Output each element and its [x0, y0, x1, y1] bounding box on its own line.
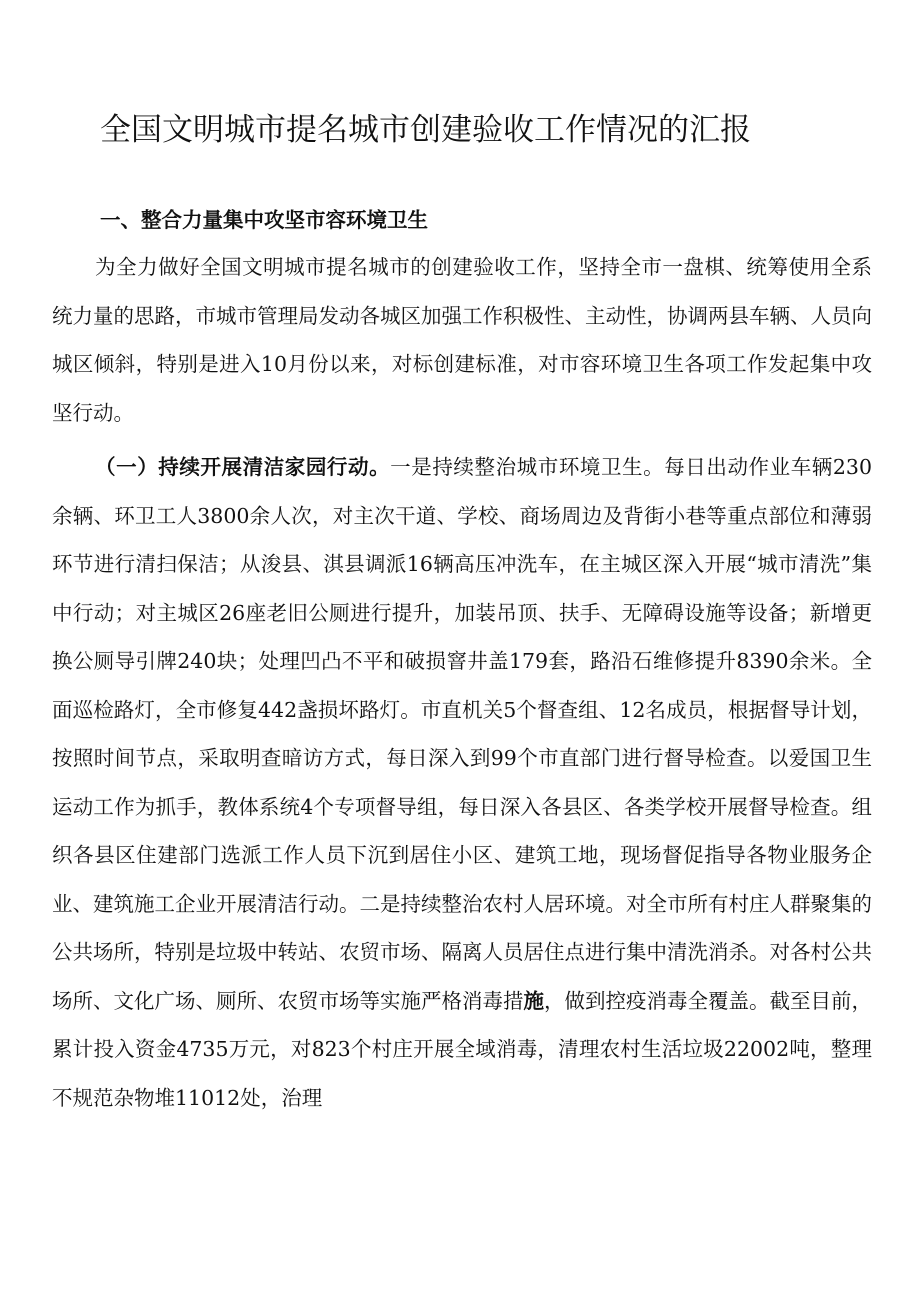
bold-character: 施	[523, 988, 544, 1013]
body-paragraph-cleaning-action	[52, 443, 872, 1122]
document-title: 全国文明城市提名城市创建验收工作情况的汇报	[100, 112, 751, 148]
paragraph-text: 一是持续整治城市环境卫生。每日出动作业车辆230余辆、环卫工人3800余人次，对主次干道、学校、商场周边及背街小巷等重点部位和薄弱环节进行清扫保洁；从浚县、淇县调派16辆高压冲洗车，在主城区深入开展“城市清洗”集中行动；对主城区26座老旧公厕进行提升，加装吊顶、扶手、无障碍设施等设备；新增更换公厕导引牌240块；处理凹凸不平和破损窨井盖179套，路沿石维修提升8390余米。全面巡检路灯，全市修复442盏损坏路灯。市直机关5个督查组、12名成员，根据督导计划，按照时间节点，采取明查暗访方式，每日深入到99个市直部门进行督导检查。以爱国卫生运动工作为抓手，教体系统4个专项督导组，每日深入各县区、各类学校开展督导检查。组织各县区住建部门选派工作人员下沉到居住小区、建筑工地，现场督促指导各物业服务企业、建筑施工企业开展清洁行动。二是持续整治农村人居环境。对全市所有村庄人群聚集的公共场所，特别是垃圾中转站、农贸市场、隔离人员居住点进行集中清洗消杀。对各村公共场所、文化广场、厕所、农贸市场等实施严格消毒措	[52, 455, 872, 1013]
section-heading: 一、整合力量集中攻坚市容环境卫生	[100, 208, 428, 232]
subsection-heading: （一）持续开展清洁家园行动。	[95, 455, 391, 479]
paragraph-text-continued: ，做到控疫消毒全覆盖。截至目前，累计投入资金4735万元，对823个村庄开展全域消毒，清理农村生活垃圾22002吨，整理不规范杂物堆11012处，治理	[52, 988, 872, 1110]
body-paragraph-intro: 为全力做好全国文明城市提名城市的创建验收工作，坚持全市一盘棋、统筹使用全系统力量的思路，市城市管理局发动各城区加强工作积极性、主动性，协调两县车辆、人员向城区倾斜，特别是进入10月份以来，对标创建标准，对市容环境卫生各项工作发起集中攻坚行动。	[52, 255, 872, 425]
